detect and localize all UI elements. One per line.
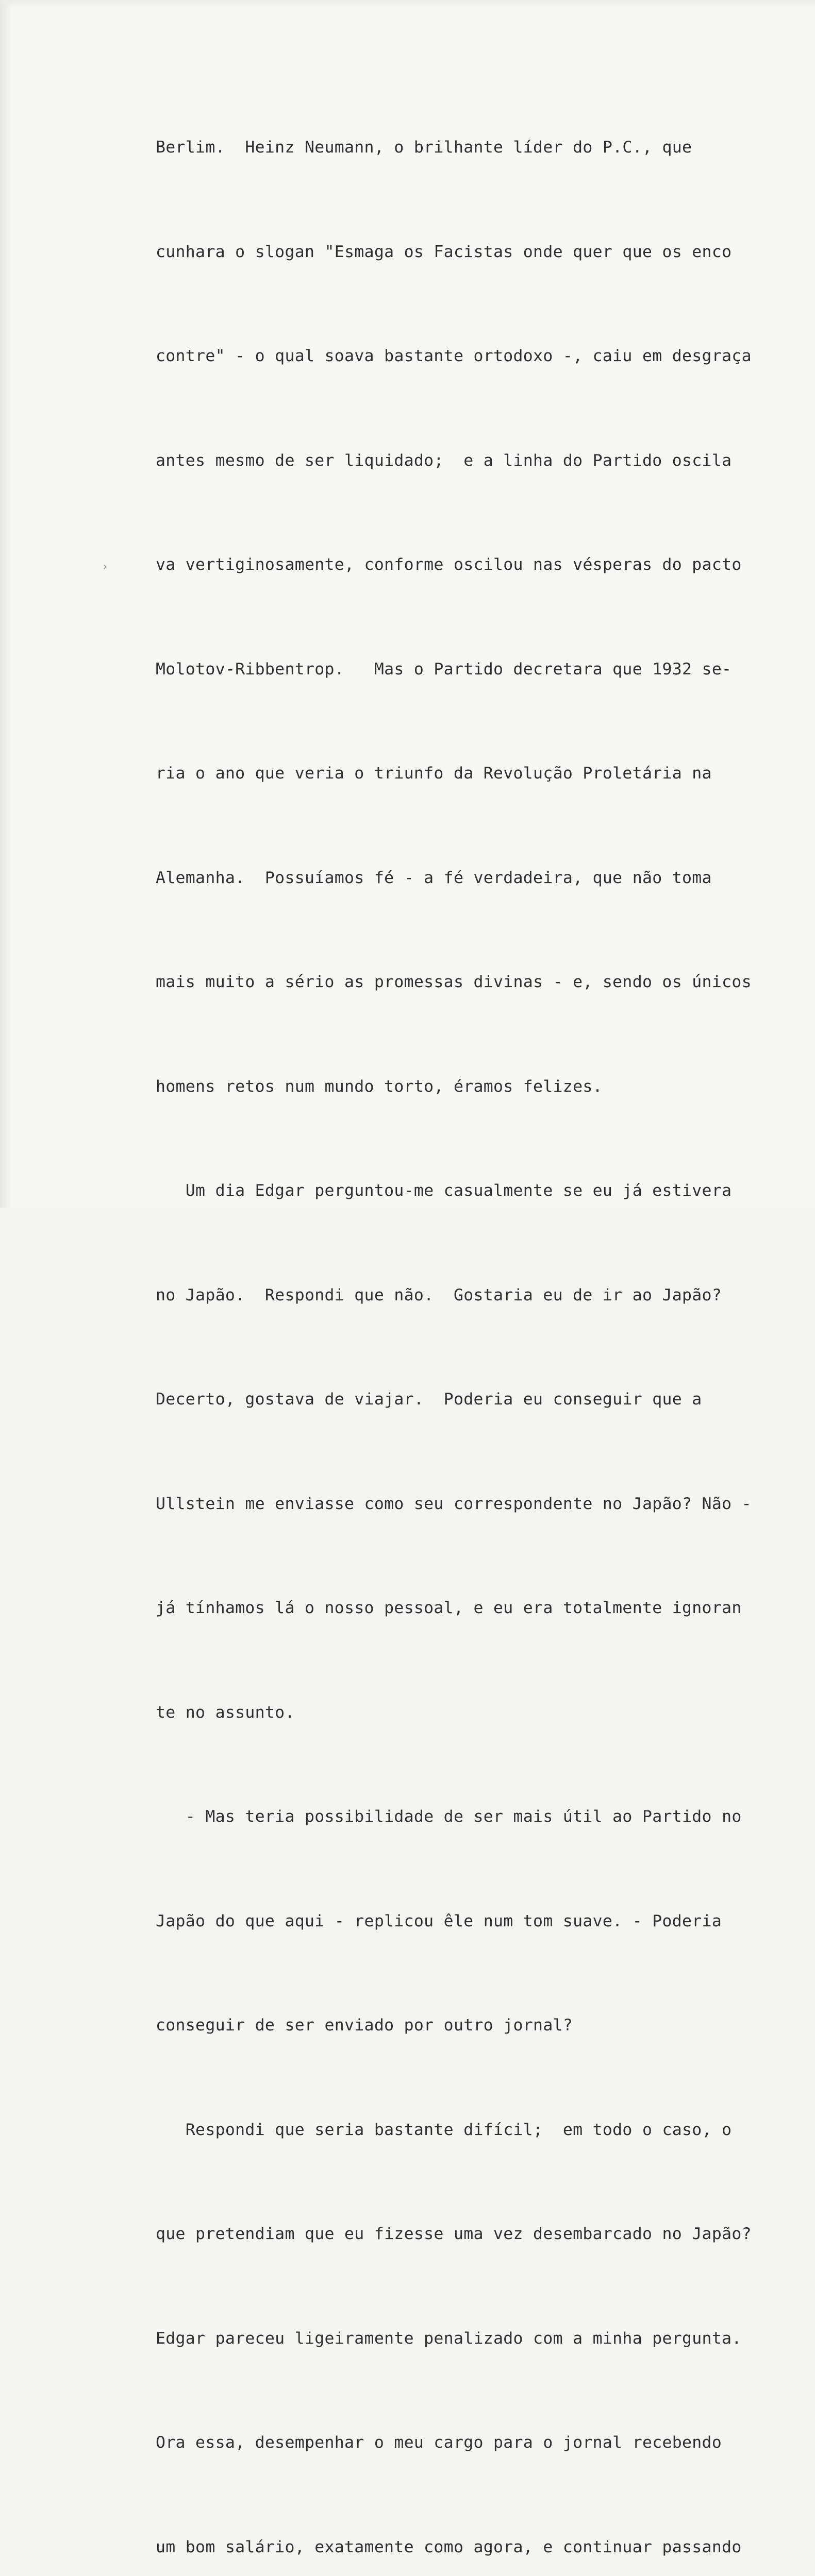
text-line: va vertiginosamente, conforme oscilou nas vésperas do pacto [156, 555, 742, 574]
text-line: Edgar pareceu ligeiramente penalizado com a minha pergunta. [156, 2329, 742, 2348]
text-line: ria o ano que veria o triunfo da Revolução Proletária na [156, 764, 712, 783]
text-line: um bom salário, exatamente como agora, e continuar passando [156, 2537, 742, 2556]
text-line: Japão do que aqui - replicou êle num tom suave. - Poderia [156, 1911, 722, 1930]
text-line: no Japão. Respondi que não. Gostaria eu de ir ao Japão? [156, 1285, 722, 1304]
text-line: Ora essa, desempenhar o meu cargo para o jornal recebendo [156, 2433, 722, 2452]
margin-mark: › [102, 561, 109, 573]
text-line: Molotov-Ribbentrop. Mas o Partido decretara que 1932 se- [156, 659, 732, 679]
text-line: que pretendiam que eu fizesse uma vez desembarcado no Japão? [156, 2225, 752, 2243]
text-line: contre" - o qual soava bastante ortodoxo -, caiu em desgraça [156, 347, 752, 365]
text-line: já tínhamos lá o nosso pessoal, e eu era totalmente ignoran [156, 1599, 742, 1617]
text-line: te no assunto. [156, 1703, 295, 1722]
text-line: Alemanha. Possuíamos fé - a fé verdadeira, que não toma [156, 868, 712, 887]
text-line: homens retos num mundo torto, éramos felizes. [156, 1077, 603, 1096]
text-line: mais muito a sério as promessas divinas - e, sendo os únicos [156, 973, 752, 991]
text-line: Respondi que seria bastante difícil; em todo o caso, o [156, 2120, 732, 2139]
text-line: Um dia Edgar perguntou-me casualmente se eu já estivera [156, 1181, 732, 1200]
text-line: Berlim. Heinz Neumann, o brilhante líder do P.C., que [156, 138, 692, 157]
text-line: - Mas teria possibilidade de ser mais útil ao Partido no [156, 1807, 742, 1826]
text-line: cunhara o slogan "Esmaga os Facistas onde quer que os enco [156, 242, 732, 261]
text-line: Ullstein me enviasse como seu correspondente no Japão? Não - [156, 1494, 752, 1513]
text-line: Decerto, gostava de viajar. Poderia eu conseguir que a [156, 1390, 702, 1409]
text-line: conseguir de ser enviado por outro jornal? [156, 2016, 573, 2035]
typescript-body [156, 61, 774, 2576]
text-line: antes mesmo de ser liquidado; e a linha do Partido oscila [156, 451, 732, 470]
